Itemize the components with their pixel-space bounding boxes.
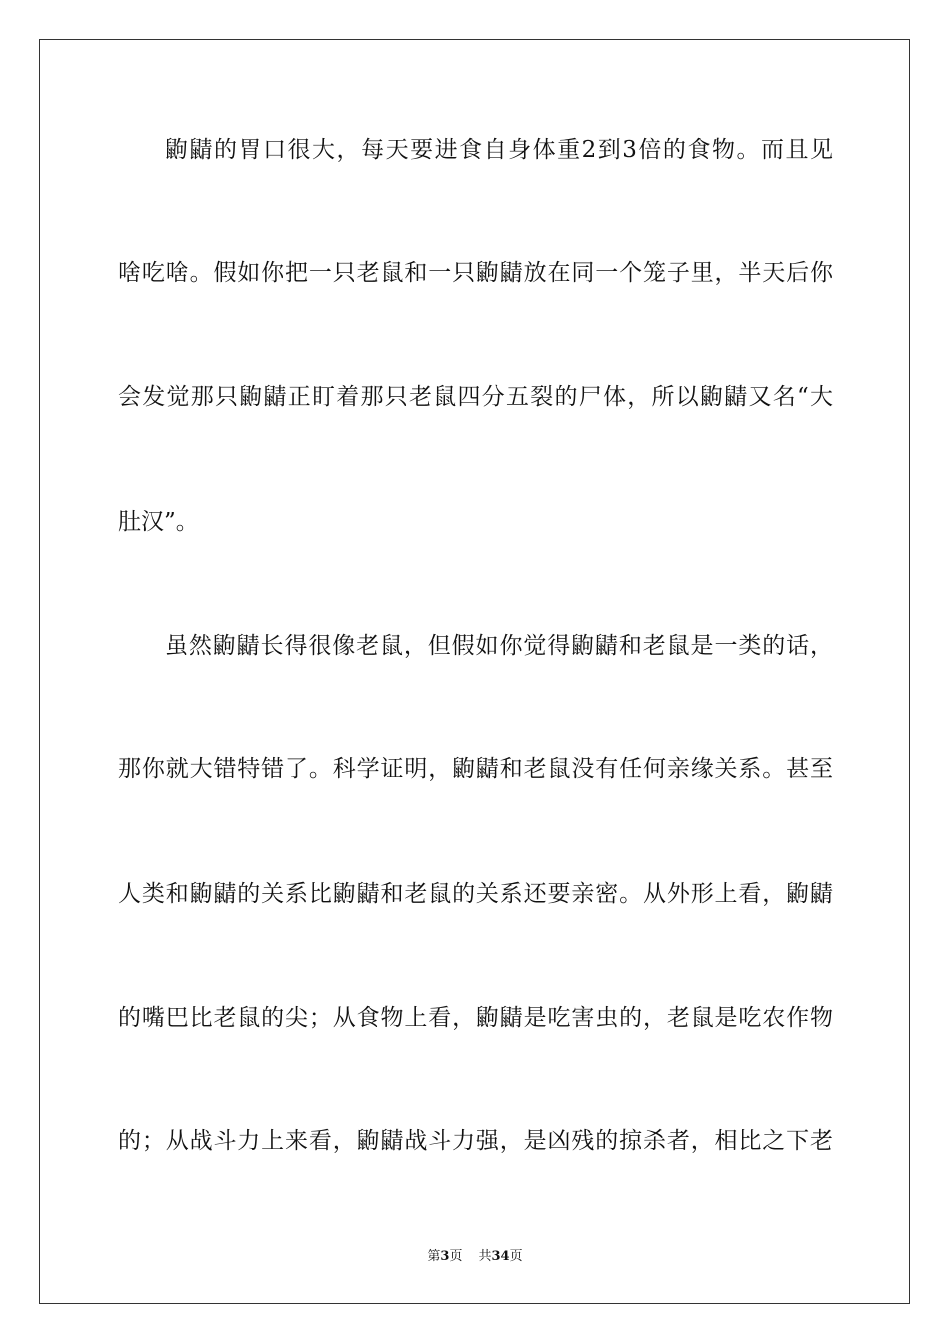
paragraph-1-line-1: 鼩鼱的胃口很大，每天要进食自身体重2到3倍的食物。而且见 [165,137,833,163]
page-suffix: 页 [449,1249,463,1264]
total-prefix: 共 [478,1249,492,1264]
paragraph-2-line-3: 人类和鼩鼱的关系比鼩鼱和老鼠的关系还要亲密。从外形上看，鼩鼱 [118,881,833,907]
total-suffix: 页 [509,1249,523,1264]
paragraph-2-line-2: 那你就大错特错了。科学证明，鼩鼱和老鼠没有任何亲缘关系。甚至 [118,756,833,782]
page-number: 3 [440,1249,450,1264]
page-border [39,39,910,1304]
paragraph-1-line-3: 会发觉那只鼩鼱正盯着那只老鼠四分五裂的尸体，所以鼩鼱又名“大 [118,384,833,410]
page-footer [0,1248,950,1266]
paragraph-2-line-5: 的；从战斗力上来看，鼩鼱战斗力强，是凶残的掠杀者，相比之下老 [118,1128,833,1154]
paragraph-1-line-4: 肚汉”。 [118,509,199,535]
paragraph-2-line-1: 虽然鼩鼱长得很像老鼠，但假如你觉得鼩鼱和老鼠是一类的话， [165,633,833,659]
total-pages: 34 [491,1249,510,1264]
page-prefix: 第 [427,1249,441,1264]
paragraph-2-line-4: 的嘴巴比老鼠的尖；从食物上看，鼩鼱是吃害虫的，老鼠是吃农作物 [118,1005,833,1031]
paragraph-1-line-2: 啥吃啥。假如你把一只老鼠和一只鼩鼱放在同一个笼子里，半天后你 [118,260,833,286]
